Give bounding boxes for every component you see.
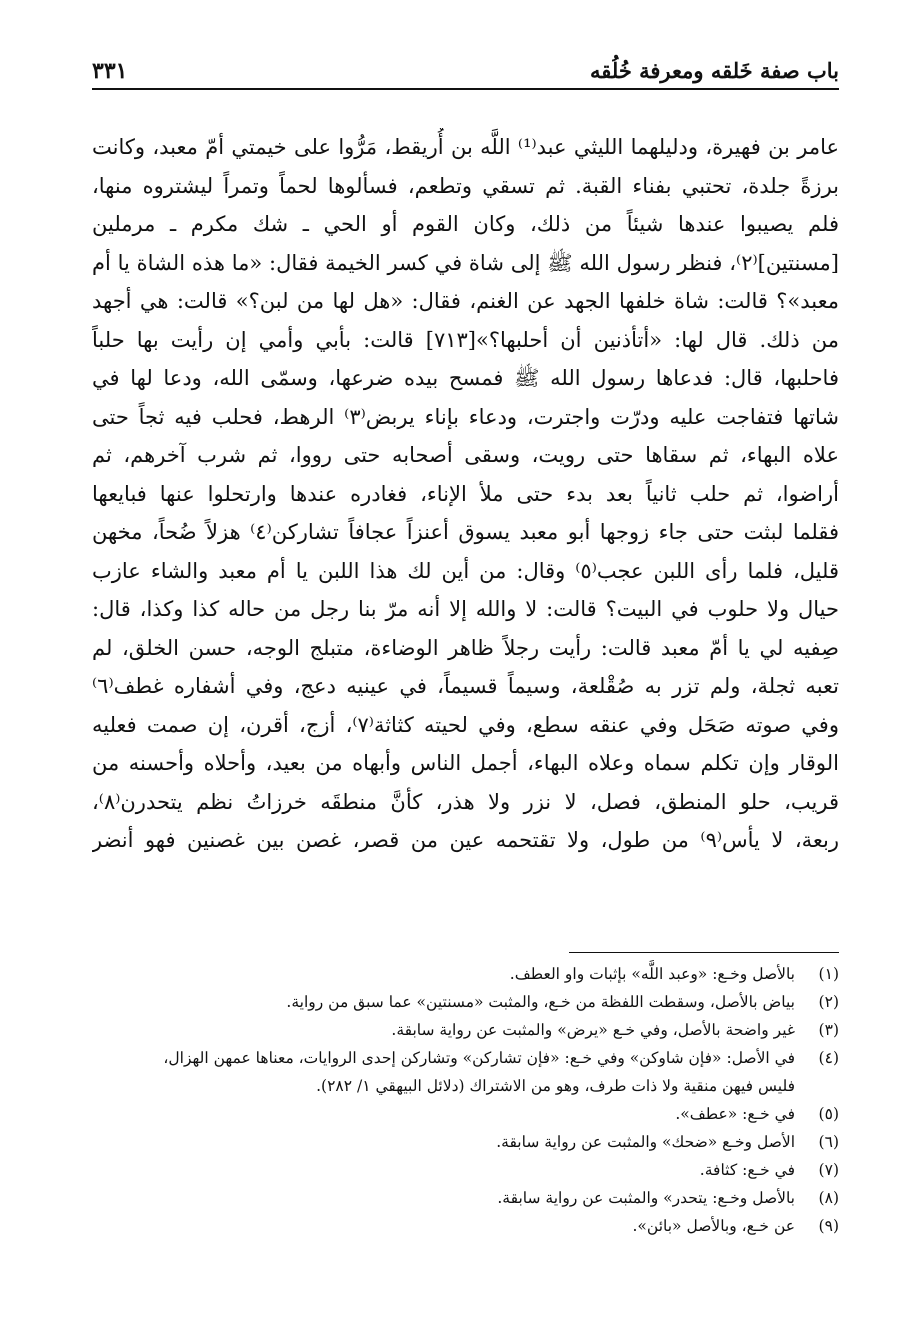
- footnote-number: (٣): [818, 1021, 839, 1039]
- footnote-text: غير واضحة بالأصل، وفي خـع «يرض» والمثبت عن رواية سابقة.: [391, 1021, 795, 1039]
- main-text: [92, 128, 839, 860]
- text-line: فقلما لبثت حتى جاء زوجها أبو معبد يسوق أعنزاً عجافاً تشاركن⁽٤⁾ هزلاً ضُحاً، مخهن: [92, 520, 839, 544]
- footnote-number: (٥): [818, 1105, 839, 1123]
- text-line: فلم يصيبوا عندها شيئاً من ذلك، وكان القوم أو الحي ـ شك مكرم ـ مرملين: [92, 212, 839, 236]
- footnote-text-continuation: فليس فيهن منقية ولا ذات طرف، وهو من الاشتراك (دلائل البيهقي ١/ ٢٨٢).: [316, 1077, 795, 1095]
- footnote-item: [92, 988, 839, 1016]
- footnote-separator: [569, 952, 839, 953]
- page-number: ٣٣١: [92, 58, 128, 84]
- footnote-number: (٤): [818, 1049, 839, 1067]
- footnote-number: (١): [818, 965, 839, 983]
- page-header: [92, 52, 839, 86]
- footnote-text: بالأصل وخـع: «وعبد اللَّه» بإثبات واو العطف.: [509, 965, 795, 983]
- footnote-item: [92, 1016, 839, 1044]
- footnote-text: بياض بالأصل، وسقطت اللفظة من خـع، والمثبت «مسنتين» عما سبق من رواية.: [286, 993, 795, 1011]
- text-line: تعبه ثجلة، ولم تزر به صُقْلعة، وسيماً قسيماً، في عينيه دعج، وفي أشفاره غطف⁽٦⁾: [92, 674, 839, 698]
- footnote-text: في خـع: كثافة.: [699, 1161, 795, 1179]
- text-line: أراضوا، ثم حلب ثانياً بعد بدء حتى ملأ الإناء، فغادره عندها وارتحلوا عنها فبايعها: [92, 481, 839, 506]
- text-line: وفي صوته صَحَل وفي عنقه سطع، وفي لحيته كثاثة⁽٧⁾، أزج، أقرن، إن صمت فعليه: [92, 712, 839, 737]
- text-line: فاحلبها، قال: فدعاها رسول الله ﷺ فمسح بيده ضرعها، وسمّى الله، ودعا لها في: [92, 366, 839, 390]
- footnote-number: (٧): [818, 1161, 839, 1179]
- footnote-number: (٢): [818, 993, 839, 1011]
- text-line: [مسنتين]⁽٢⁾، فنظر رسول الله ﷺ إلى شاة في كسر الخيمة فقال: «ما هذه الشاة يا أم: [92, 250, 839, 275]
- footnote-item: [92, 1212, 839, 1240]
- text-line: قريب، حلو المنطق، فصل، لا نزر ولا هذر، كأنَّ منطقَه خرزاتُ نظم يتحدرن⁽٨⁾،: [92, 789, 839, 814]
- text-line: عامر بن فهيرة، ودليلهما الليثي عبد⁽¹⁾ اللَّه بن أُريقط، مَرُّوا على خيمتي أمّ معبد، وكانت: [92, 135, 839, 159]
- text-line: ربعة، لا يأس⁽٩⁾ من طول، ولا تقتحمه عين من قصر، غصن بين غصنين فهو أنضر: [92, 828, 839, 852]
- text-line: من ذلك. قال لها: «أتأذنين أن أحلبها؟»[٧١٣] قالت: بأبي وأمي إن رأيت بها حلباً: [92, 327, 839, 352]
- footnote-item: [92, 1184, 839, 1212]
- text-line: برزةً جلدة، تحتبي بفناء القبة. ثم تسقي وتطعم، فسألوها لحماً وتمراً ليشتروه منها،: [92, 173, 839, 198]
- footnote-text: عن خـع، وبالأصل «بائن».: [632, 1217, 795, 1235]
- footnote-number: (٦): [818, 1133, 839, 1151]
- footnote-item: [92, 1156, 839, 1184]
- footnote-item: [92, 1100, 839, 1128]
- text-line: قليل، فلما رأى اللبن عجب⁽٥⁾ وقال: من أين لك هذا اللبن يا أم معبد والشاء عازب: [92, 558, 839, 583]
- footnote-item: [92, 960, 839, 988]
- footnote-number: (٩): [818, 1217, 839, 1235]
- text-line: علاه البهاء، ثم سقاها حتى رويت، وسقى أصحابه حتى رووا، ثم شرب آخرهم، ثم: [92, 443, 839, 467]
- footnote-text-block: [92, 1044, 795, 1100]
- footnote-text: الأصل وخـع «ضحك» والمثبت عن رواية سابقة.: [496, 1133, 795, 1151]
- footnote-text: في خـع: «عطف».: [675, 1105, 795, 1123]
- running-head: باب صفة خَلقه ومعرفة خُلُقه: [589, 58, 839, 83]
- footnote-item: [92, 1128, 839, 1156]
- text-line: معبد»؟ قالت: شاة خلفها الجهد عن الغنم، فقال: «هل لها من لبن؟» قالت: هي أجهد: [92, 289, 839, 313]
- text-line: الوقار وإن تكلم سماه وعلاه البهاء، أجمل الناس وأبهاه من بعيد، وأحلاه وأحسنه من: [92, 751, 839, 775]
- header-rule: [92, 88, 839, 90]
- footnote-text: بالأصل وخـع: يتحدر» والمثبت عن رواية سابقة.: [497, 1189, 795, 1207]
- footnotes: [92, 960, 839, 1240]
- text-line: شاتها فتفاجت عليه ودرّت واجترت، ودعاء بإناء يربض⁽٣⁾ الرهط، فحلب فيه ثجاً حتى: [92, 404, 839, 429]
- text-line: حيال ولا حلوب في البيت؟ قالت: لا والله إلا أنه مرّ بنا رجل من حاله كذا وكذا، قال:: [92, 597, 839, 621]
- footnote-item: [92, 1044, 839, 1100]
- footnote-text: في الأصل: «فإن شاوكن» وفي خـع: «فإن تشاركن» وتشاركن إحدى الروايات، معناها عمهن الهزال،: [163, 1049, 795, 1067]
- text-line: صِفيه لي يا أمّ معبد قالت: رأيت رجلاً ظاهر الوضاءة، متبلج الوجه، حسن الخلق، لم: [92, 635, 839, 660]
- footnote-number: (٨): [818, 1189, 839, 1207]
